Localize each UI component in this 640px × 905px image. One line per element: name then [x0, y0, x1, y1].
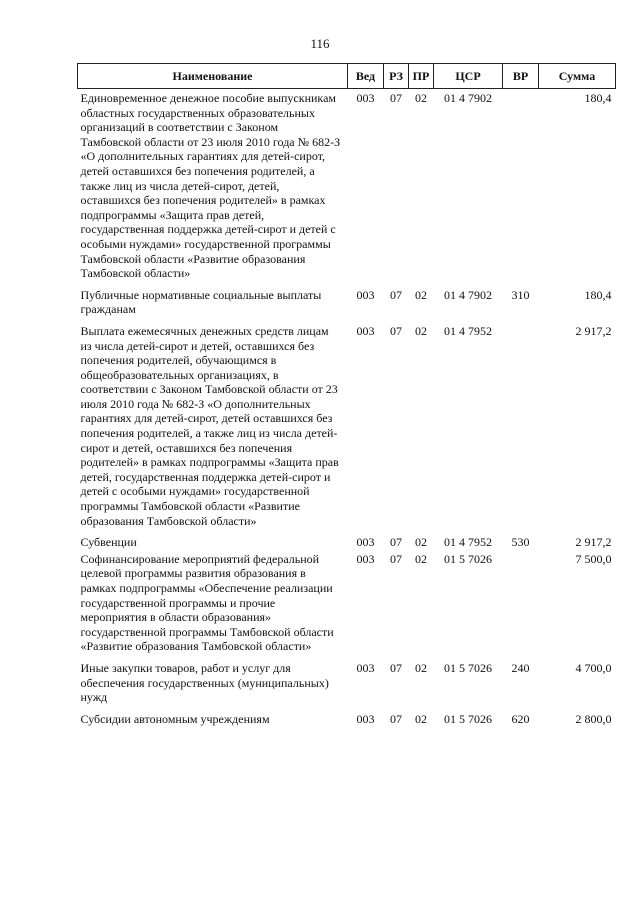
row-ved: 003: [356, 323, 375, 338]
row-name: Софинансирование мероприятий федеральной целевой программы развития образования в рамках подпрограммы «Обеспечение реализации государственной программы и прочие мероприятия в области образования» государственной программы Тамбовской области «Развитие образования Тамбовской области»: [80, 551, 334, 654]
row-sum: 7 500,0: [575, 551, 612, 566]
row-vr: 310: [511, 287, 530, 302]
row-name: Иные закупки товаров, работ и услуг для обеспечения государственных (муниципальных) нужд: [80, 660, 329, 705]
budget-table: [77, 63, 616, 726]
table-row: [78, 550, 616, 654]
row-csr: 01 5 7026: [444, 660, 492, 675]
row-pr: 02: [415, 660, 427, 675]
table-row: [78, 654, 616, 705]
row-ved: 003: [356, 711, 375, 726]
row-ved: 003: [356, 91, 375, 105]
row-name: Субсидии автономным учреждениям: [80, 711, 270, 726]
header-name: Наименование: [78, 64, 348, 89]
row-sum: 4 700,0: [575, 660, 612, 675]
row-rz: 07: [390, 711, 402, 726]
row-vr: [503, 89, 539, 281]
row-sum: 2 800,0: [575, 711, 612, 726]
row-rz: 07: [390, 660, 402, 675]
row-pr: 02: [415, 551, 427, 566]
row-csr: 01 5 7026: [444, 711, 492, 726]
row-csr: 01 4 7952: [444, 535, 492, 550]
row-rz: 07: [390, 535, 402, 550]
row-ved: 003: [356, 660, 375, 675]
row-rz: 07: [390, 323, 402, 338]
table-row: [78, 317, 616, 528]
row-sum: 180,4: [584, 287, 612, 302]
row-rz: 07: [390, 91, 402, 105]
header-pr: ПР: [409, 64, 434, 89]
row-vr: [503, 317, 539, 528]
row-name: Публичные нормативные социальные выплаты гражданам: [80, 287, 322, 317]
row-ved: 003: [356, 551, 375, 566]
row-rz: 07: [390, 287, 402, 302]
row-name: Выплата ежемесячных денежных средств лицам из числа детей-сирот и детей, оставшихся без попечения родителей, обучающимся в общеобразовательных организациях, в соответствии с Законом Тамбовской области от 23 июля 2010 года № 682-З «О дополнительных гарантиях для детей-сирот, детей оставшихся без попечения родителей, а также лиц из числа детей-сирот и детей, оставшихся без попечения родителей» в рамках подпрограммы «Защита прав детей, государственная поддержка детей-сирот и детей с особыми нуждами» государственной программы Тамбовской области «Развитие образования Тамбовской области»: [80, 323, 339, 528]
table-row: [78, 705, 616, 727]
row-name: Субвенции: [80, 535, 137, 550]
row-vr: [503, 550, 539, 654]
row-sum: 180,4: [584, 91, 612, 105]
table-row: [78, 89, 616, 281]
row-sum: 2 917,2: [575, 323, 612, 338]
row-csr: 01 4 7902: [444, 287, 492, 302]
header-sum: Сумма: [539, 64, 616, 89]
row-pr: 02: [415, 711, 427, 726]
row-pr: 02: [415, 91, 427, 105]
row-sum: 2 917,2: [575, 535, 612, 550]
table-row: [78, 528, 616, 550]
row-csr: 01 5 7026: [444, 551, 492, 566]
page-number: 116: [310, 36, 330, 51]
row-ved: 003: [356, 287, 375, 302]
header-vr: ВР: [503, 64, 539, 89]
row-csr: 01 4 7952: [444, 323, 492, 338]
row-csr: 01 4 7902: [444, 91, 492, 105]
row-pr: 02: [415, 287, 427, 302]
header-csr: ЦСР: [434, 64, 503, 89]
row-name: Единовременное денежное пособие выпускникам областных государственных образовательных организаций в соответствии с Законом Тамбовской области от 23 июля 2010 года № 682-З «О дополнительных гарантиях для детей-сирот, детей оставшихся без попечения родителей, а также лиц из числа детей-сирот, детей, оставшихся без попечения родителей» в рамках подпрограммы «Защита прав детей, государственная поддержка детей-сирот и детей с особыми нуждами» государственной программы Тамбовской области «Развитие образования Тамбовской области»: [80, 91, 341, 281]
header-ved: Вед: [348, 64, 384, 89]
header-rz: РЗ: [384, 64, 409, 89]
row-pr: 02: [415, 323, 427, 338]
table-header-row: [78, 64, 616, 89]
row-pr: 02: [415, 535, 427, 550]
row-vr: 240: [511, 660, 530, 675]
row-vr: 620: [511, 711, 530, 726]
row-rz: 07: [390, 551, 402, 566]
row-vr: 530: [511, 535, 530, 550]
row-ved: 003: [356, 535, 375, 550]
table-row: [78, 281, 616, 317]
